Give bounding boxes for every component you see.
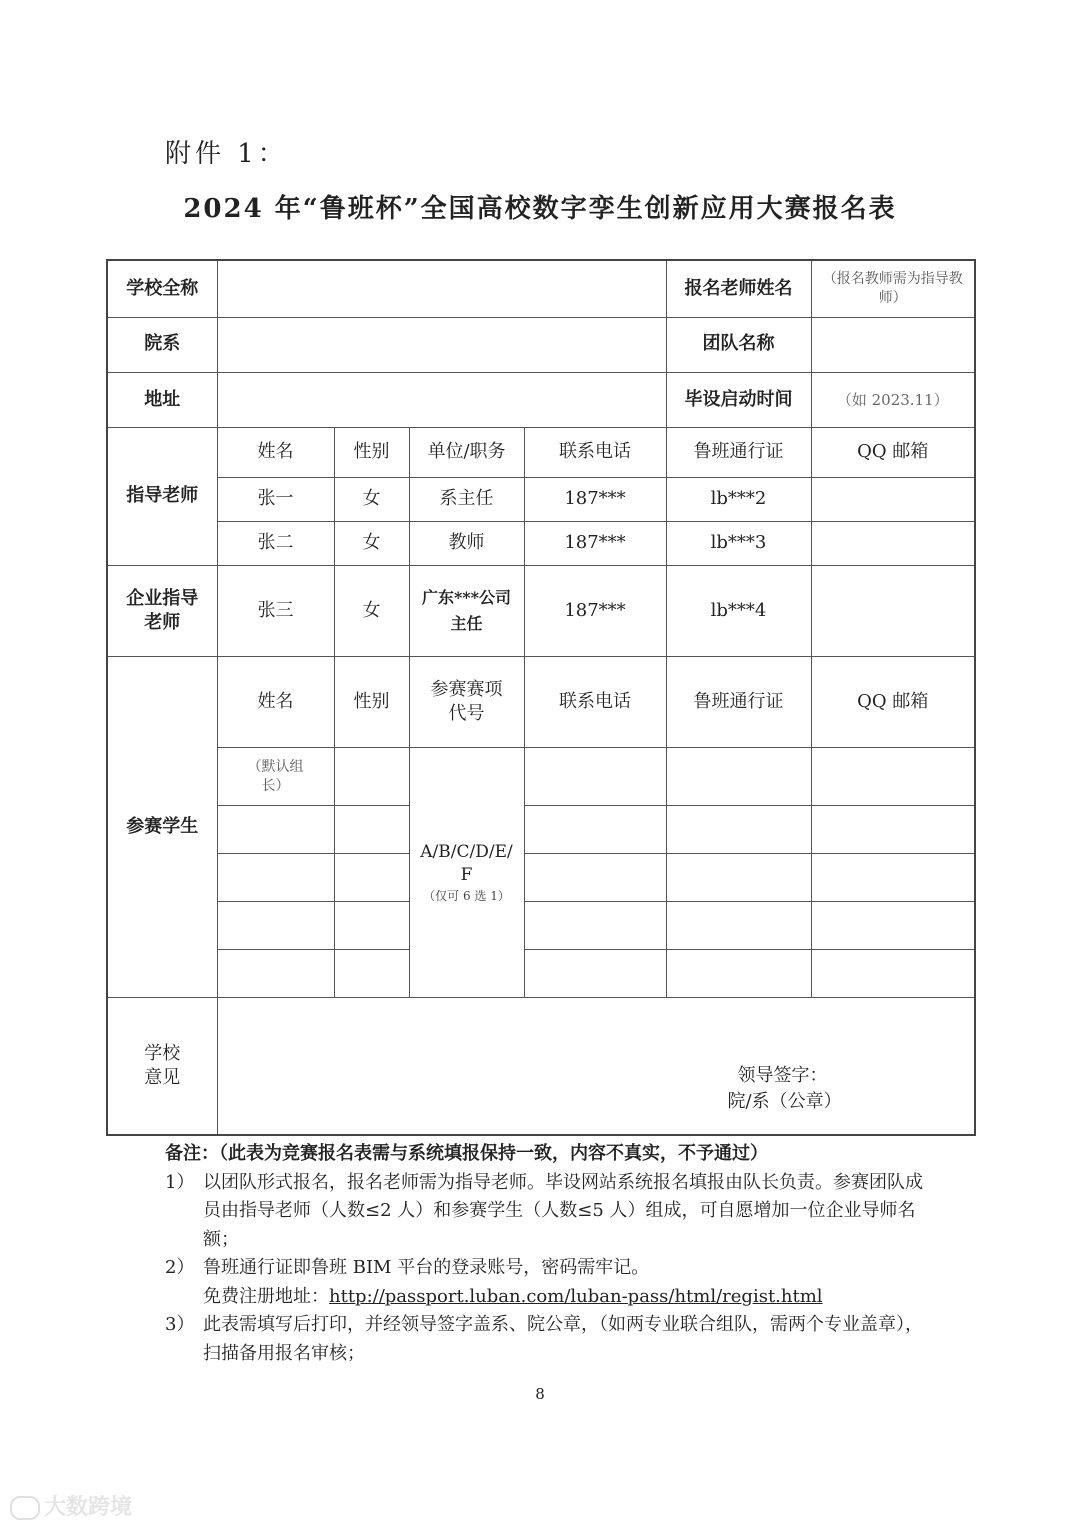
enterprise-phone[interactable]: 187*** (524, 565, 666, 656)
student-col-pass: 鲁班通行证 (666, 656, 811, 747)
department-field[interactable] (217, 317, 666, 372)
enterprise-gender[interactable]: 女 (334, 565, 409, 656)
enterprise-row (107, 565, 975, 656)
student-gender[interactable] (334, 854, 409, 902)
student-phone[interactable] (524, 748, 666, 806)
student-phone[interactable] (524, 854, 666, 902)
student-row (107, 806, 975, 854)
school-opinion-field[interactable] (217, 998, 975, 1135)
col-unit: 单位/职务 (409, 427, 524, 477)
student-row (107, 902, 975, 950)
enterprise-name[interactable]: 张三 (217, 565, 334, 656)
student-gender[interactable] (334, 806, 409, 854)
remarks-head: 备注：（此表为竞赛报名表需与系统填报保持一致，内容不真实，不予通过） (165, 1143, 768, 1164)
student-gender[interactable] (334, 902, 409, 950)
advisor-section-label: 指导老师 (107, 427, 217, 565)
form-title: 2024 年“鲁班杯”全国高校数字孪生创新应用大赛报名表 (183, 194, 897, 224)
teacher-name-field[interactable]: （报名教师需为指导教师） (811, 260, 975, 317)
student-row (107, 748, 975, 806)
advisor-phone[interactable]: 187*** (524, 477, 666, 521)
school-field[interactable] (217, 260, 666, 317)
remark-item: 3） 此表需填写后打印，并经领导签字盖系、院公章，（如两专业联合组队，需两个专业盖章），扫描备用报名审核； (165, 1314, 923, 1364)
advisor-qq[interactable] (811, 521, 975, 565)
student-gender[interactable] (334, 748, 409, 806)
watermark-logo-icon (10, 1496, 40, 1520)
col-pass: 鲁班通行证 (666, 427, 811, 477)
signature-label: 领导签字： (737, 1065, 828, 1087)
student-qq[interactable] (811, 806, 975, 854)
remark-item: 1） 以团队形式报名，报名老师需为指导老师。毕设网站系统报名填报由队长负责。参赛团队成员由指导老师（人数≤2 人）和参赛学生（人数≤5 人）组成，可自愿增加一位企业导师名额； (165, 1171, 923, 1250)
register-link[interactable]: http://passport.luban.com/luban-pass/html/regist.html (329, 1285, 823, 1307)
event-code-cell[interactable]: A/B/C/D/E/F （仅可 6 选 1） (409, 748, 524, 998)
student-qq[interactable] (811, 748, 975, 806)
student-name[interactable] (217, 806, 334, 854)
student-col-name: 姓名 (217, 656, 334, 747)
address-label: 地址 (107, 372, 217, 427)
advisor-pass[interactable]: lb***3 (666, 521, 811, 565)
col-name: 姓名 (217, 427, 334, 477)
students-section-label: 参赛学生 (107, 656, 217, 997)
student-qq[interactable] (811, 854, 975, 902)
student-phone[interactable] (524, 902, 666, 950)
advisor-unit[interactable]: 教师 (409, 521, 524, 565)
student-gender[interactable] (334, 950, 409, 998)
advisor-name[interactable]: 张二 (217, 521, 334, 565)
enterprise-unit[interactable]: 广东***公司 主任 (409, 565, 524, 656)
student-phone[interactable] (524, 806, 666, 854)
department-label: 院系 (107, 317, 217, 372)
student-col-qq: QQ 邮箱 (811, 656, 975, 747)
student-row (107, 950, 975, 998)
advisor-pass[interactable]: lb***2 (666, 477, 811, 521)
student-pass[interactable] (666, 902, 811, 950)
remarks (165, 1140, 925, 1368)
student-col-gender: 性别 (334, 656, 409, 747)
enterprise-pass[interactable]: lb***4 (666, 565, 811, 656)
address-field[interactable] (217, 372, 666, 427)
student-row (107, 854, 975, 902)
advisor-row (107, 477, 975, 521)
col-phone: 联系电话 (524, 427, 666, 477)
student-qq[interactable] (811, 902, 975, 950)
advisor-name[interactable]: 张一 (217, 477, 334, 521)
seal-label: 院/系（公章） (727, 1091, 842, 1113)
col-gender: 性别 (334, 427, 409, 477)
attachment-label: 附件 1： (165, 139, 288, 169)
advisor-phone[interactable]: 187*** (524, 521, 666, 565)
watermark: 大数跨境 (10, 1490, 132, 1521)
team-name-label: 团队名称 (666, 317, 811, 372)
student-name[interactable] (217, 902, 334, 950)
remark-item: 2） 鲁班通行证即鲁班 BIM 平台的登录账号，密码需牢记。 免费注册地址：http://passport.luban.com/luban-pass/html/regist.html (165, 1257, 823, 1307)
student-name[interactable] (217, 854, 334, 902)
advisor-gender[interactable]: 女 (334, 521, 409, 565)
advisor-qq[interactable] (811, 477, 975, 521)
school-label: 学校全称 (107, 260, 217, 317)
school-opinion-label: 学校意见 (107, 998, 217, 1135)
student-pass[interactable] (666, 950, 811, 998)
start-time-field[interactable]: （如 2023.11） (811, 372, 975, 427)
student-name[interactable] (217, 950, 334, 998)
student-pass[interactable] (666, 806, 811, 854)
advisor-unit[interactable]: 系主任 (409, 477, 524, 521)
registration-form-table (106, 259, 976, 1136)
team-name-field[interactable] (811, 317, 975, 372)
page-number: 8 (535, 1385, 545, 1403)
student-pass[interactable] (666, 854, 811, 902)
student-name-leader[interactable]: （默认组长） (217, 748, 334, 806)
enterprise-section-label: 企业指导老师 (107, 565, 217, 656)
advisor-gender[interactable]: 女 (334, 477, 409, 521)
student-pass[interactable] (666, 748, 811, 806)
student-phone[interactable] (524, 950, 666, 998)
student-col-event-code: 参赛赛项代号 (409, 656, 524, 747)
student-col-phone: 联系电话 (524, 656, 666, 747)
student-qq[interactable] (811, 950, 975, 998)
start-time-label: 毕设启动时间 (666, 372, 811, 427)
col-qq: QQ 邮箱 (811, 427, 975, 477)
enterprise-qq[interactable] (811, 565, 975, 656)
advisor-row (107, 521, 975, 565)
teacher-name-label: 报名老师姓名 (666, 260, 811, 317)
